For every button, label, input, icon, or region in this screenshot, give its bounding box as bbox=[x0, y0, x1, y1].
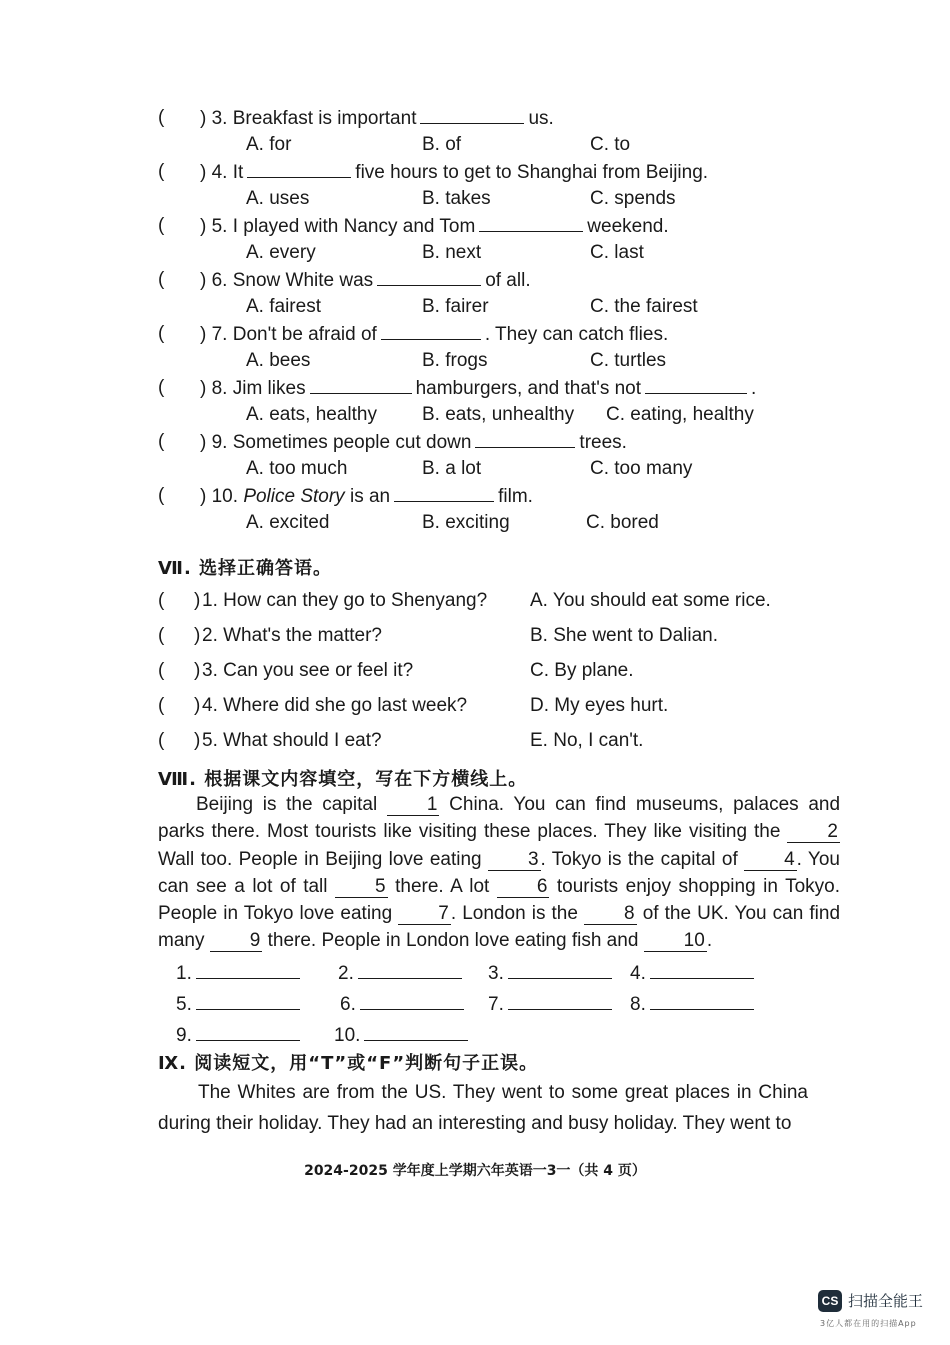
option-b: B. frogs bbox=[422, 350, 488, 371]
section-7-heading: Ⅶ. 选择正确答语。 bbox=[158, 558, 333, 579]
answer-paren-close: ) bbox=[194, 660, 201, 681]
answer-paren-open: ( bbox=[158, 377, 165, 398]
option-b: B. next bbox=[422, 242, 482, 263]
matching-question: 4. Where did she go last week? bbox=[202, 695, 468, 716]
options-10 bbox=[158, 509, 798, 536]
question-text: ) 3. Breakfast is important us. bbox=[200, 104, 554, 132]
option-c: C. spends bbox=[590, 188, 676, 209]
passage-blank: 4 bbox=[744, 850, 797, 871]
matching-answer: D. My eyes hurt. bbox=[530, 695, 669, 716]
option-a: A. excited bbox=[246, 512, 330, 533]
passage-blank: 10 bbox=[644, 931, 707, 952]
answer-paren-open: ( bbox=[158, 107, 165, 128]
question-3 bbox=[158, 104, 798, 131]
options-3 bbox=[158, 131, 798, 158]
matching-question: 2. What's the matter? bbox=[202, 625, 382, 646]
answer-line-3[interactable]: 3. bbox=[488, 960, 612, 987]
question-10 bbox=[158, 482, 798, 509]
answer-blank[interactable] bbox=[479, 212, 583, 232]
question-4 bbox=[158, 158, 798, 185]
passage-blank: 2 bbox=[787, 822, 840, 843]
matching-answer: C. By plane. bbox=[530, 660, 634, 681]
film-title: Police Story bbox=[243, 486, 345, 507]
option-a: A. for bbox=[246, 134, 292, 155]
options-7 bbox=[158, 347, 798, 374]
section-9-heading: Ⅸ. 阅读短文，用“T”或“F”判断句子正误。 bbox=[158, 1053, 539, 1074]
matching-row bbox=[158, 622, 798, 657]
matching-row bbox=[158, 692, 798, 727]
answer-paren-open: ( bbox=[158, 660, 165, 681]
options-8 bbox=[158, 401, 798, 428]
question-text: ) 4. It five hours to get to Shanghai from Beijing. bbox=[200, 158, 708, 186]
question-text: ) 9. Sometimes people cut down trees. bbox=[200, 428, 627, 456]
watermark-title: 扫描全能王 bbox=[848, 1292, 924, 1310]
passage-blank: 3 bbox=[488, 850, 541, 871]
matching-question: 5. What should I eat? bbox=[202, 730, 382, 751]
question-8 bbox=[158, 374, 798, 401]
camscanner-logo-icon: CS bbox=[818, 1290, 842, 1312]
question-text: ) 7. Don't be afraid of . They can catch flies. bbox=[200, 320, 668, 348]
answer-line-1[interactable]: 1. bbox=[176, 960, 300, 987]
option-c: C. too many bbox=[590, 458, 693, 479]
passage-blank: 9 bbox=[210, 931, 263, 952]
answer-paren-open: ( bbox=[158, 323, 165, 344]
option-a: A. uses bbox=[246, 188, 310, 209]
option-c: C. to bbox=[590, 134, 631, 155]
passage-blank: 1 bbox=[387, 795, 440, 816]
option-c: C. bored bbox=[586, 512, 659, 533]
answer-paren-open: ( bbox=[158, 625, 165, 646]
matching-section bbox=[158, 587, 798, 762]
answer-blank[interactable] bbox=[645, 374, 747, 394]
answer-paren-close: ) bbox=[194, 590, 201, 611]
answer-paren-open: ( bbox=[158, 161, 165, 182]
answer-blank[interactable] bbox=[394, 482, 494, 502]
multiple-choice-section bbox=[158, 104, 798, 536]
answer-blank[interactable] bbox=[310, 374, 412, 394]
matching-row bbox=[158, 727, 798, 762]
answer-paren-close: ) bbox=[194, 625, 201, 646]
answer-blank[interactable] bbox=[247, 158, 351, 178]
option-a: A. eats, healthy bbox=[246, 404, 377, 425]
question-text: ) 8. Jim likes hamburgers, and that's not . bbox=[200, 374, 756, 402]
options-5 bbox=[158, 239, 798, 266]
answer-line-4[interactable]: 4. bbox=[630, 960, 754, 987]
answer-blank[interactable] bbox=[377, 266, 481, 286]
passage-blank: 7 bbox=[398, 904, 451, 925]
option-a: A. fairest bbox=[246, 296, 321, 317]
section-8-heading: Ⅷ. 根据课文内容填空，写在下方横线上。 bbox=[158, 769, 528, 790]
option-a: A. too much bbox=[246, 458, 348, 479]
answer-line-8[interactable]: 8. bbox=[630, 991, 754, 1018]
answer-line-9[interactable]: 9. bbox=[176, 1022, 300, 1049]
option-b: B. exciting bbox=[422, 512, 510, 533]
option-c: C. eating, healthy bbox=[606, 404, 754, 425]
answer-blank[interactable] bbox=[420, 104, 524, 124]
answer-line-2[interactable]: 2. bbox=[338, 960, 462, 987]
passage-blank: 6 bbox=[497, 877, 550, 898]
option-b: B. fairer bbox=[422, 296, 489, 317]
option-b: B. a lot bbox=[422, 458, 482, 479]
options-9 bbox=[158, 455, 798, 482]
passage-blank: 8 bbox=[584, 904, 637, 925]
answer-line-6[interactable]: 6. bbox=[340, 991, 464, 1018]
option-c: C. the fairest bbox=[590, 296, 698, 317]
question-text: ) 5. I played with Nancy and Tom weekend. bbox=[200, 212, 669, 240]
answer-blank[interactable] bbox=[475, 428, 575, 448]
option-b: B. of bbox=[422, 134, 462, 155]
watermark-subtitle: 3亿人都在用的扫描App bbox=[820, 1319, 917, 1328]
question-text: ) 6. Snow White was of all. bbox=[200, 266, 531, 294]
answer-paren-open: ( bbox=[158, 590, 165, 611]
answer-paren-open: ( bbox=[158, 269, 165, 290]
answer-line-10[interactable]: 10. bbox=[334, 1022, 468, 1049]
question-6 bbox=[158, 266, 798, 293]
answer-lines bbox=[176, 960, 796, 1053]
reading-passage: The Whites are from the US. They went to some great places in China during their holiday. They had an interesting and busy holiday. They went to bbox=[158, 1082, 808, 1134]
option-c: C. turtles bbox=[590, 350, 667, 371]
answer-paren-open: ( bbox=[158, 431, 165, 452]
options-4 bbox=[158, 185, 798, 212]
option-b: B. takes bbox=[422, 188, 491, 209]
question-9 bbox=[158, 428, 798, 455]
answer-paren-open: ( bbox=[158, 485, 165, 506]
answer-paren-open: ( bbox=[158, 730, 165, 751]
matching-answer: A. You should eat some rice. bbox=[530, 590, 771, 611]
matching-row bbox=[158, 587, 798, 622]
option-b: B. eats, unhealthy bbox=[422, 404, 575, 425]
question-text: ) 10. Police Story is an film. bbox=[200, 482, 533, 510]
answer-line-7[interactable]: 7. bbox=[488, 991, 612, 1018]
option-a: A. bees bbox=[246, 350, 311, 371]
option-a: A. every bbox=[246, 242, 316, 263]
passage-blank: 5 bbox=[335, 877, 388, 898]
matching-row bbox=[158, 657, 798, 692]
matching-answer: B. She went to Dalian. bbox=[530, 625, 718, 646]
matching-question: 1. How can they go to Shenyang? bbox=[202, 590, 488, 611]
answer-paren-open: ( bbox=[158, 695, 165, 716]
options-6 bbox=[158, 293, 798, 320]
question-7 bbox=[158, 320, 798, 347]
answer-paren-open: ( bbox=[158, 215, 165, 236]
cloze-passage: Beijing is the capital 1 China. You can find museums, palaces and parks there. Most tourists like visiting these places. They like visiting the 2 Wall too. People in Beijing love eating 3 . Tokyo is the capital of 4 . You can see a lot of tall 5 there. A lot 6 tourists enjoy shopping in Tokyo. People in Tokyo love eating 7 . London is the 8 of the UK. You can find many 9 there. People in London love eating fish and 10 . bbox=[158, 794, 841, 952]
answer-paren-close: ) bbox=[194, 695, 201, 716]
question-5 bbox=[158, 212, 798, 239]
answer-blank[interactable] bbox=[381, 320, 481, 340]
option-c: C. last bbox=[590, 242, 644, 263]
matching-question: 3. Can you see or feel it? bbox=[202, 660, 414, 681]
answer-paren-close: ) bbox=[194, 730, 201, 751]
matching-answer: E. No, I can't. bbox=[530, 730, 644, 751]
answer-line-5[interactable]: 5. bbox=[176, 991, 300, 1018]
page-footer: 2024-2025 学年度上学期六年英语一3一（共 4 页） bbox=[304, 1163, 646, 1179]
